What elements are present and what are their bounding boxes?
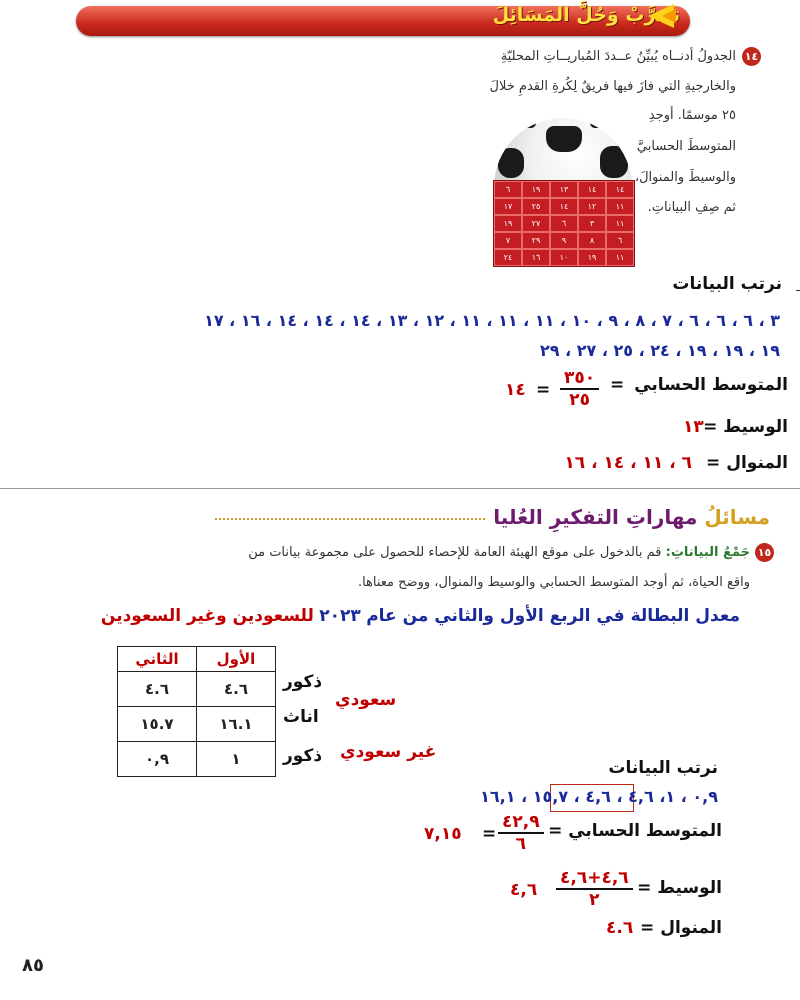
grid-cell: ١٤ [550,198,578,215]
table-header-second: الثاني [118,647,197,672]
mean-result-15: ٧,١٥ [424,824,462,844]
grid-cell: ١١ [606,198,634,215]
grid-cell: ١٧ [494,198,522,215]
grid-cell: ١٦ [522,249,550,266]
table-cell: ١٥.٧ [118,707,197,742]
grid-cell: ١٢ [578,198,606,215]
problem-14-line-1: الجدولُ أدنــاه يُبيِّنُ عــددَ المُباريــاتِ المحليّةِ [500,49,736,64]
ordered-data-line-2: ١٩ ، ١٩ ، ١٩ ، ٢٤ ، ٢٥ ، ٢٧ ، ٢٩ [539,341,780,360]
hots-title-rest: مهاراتِ التفكيرِ العُليا [493,505,698,529]
grid-cell: ٢٥ [522,198,550,215]
table-row [118,742,276,777]
median-result: ١٣ [683,417,704,437]
mean-equals-15: = [482,824,497,844]
problem-15-line-2: واقع الحياة، ثم أوجد المتوسط الحسابي والوسيط والمنوال، ووضح معناها. [357,575,750,590]
table-cell: ٤.٦ [118,672,197,707]
grid-cell: ١٣ [550,181,578,198]
mean-denominator: ٢٥ [569,390,590,410]
table-row [118,672,276,707]
grid-cell: ٣ [578,215,606,232]
table-cell: ٠,٩ [118,742,197,777]
grid-cell: ١٩ [522,181,550,198]
grid-cell: ٢٤ [494,249,522,266]
ordered-data-15: ٠,٩ ، ١، ٤,٦ ، ٤,٦ ، ١٥,٧ ، ١٦,١ [480,787,718,806]
banner-title: تـدرَّبْ وَحُلَّ المَسَائِلَ [492,4,680,26]
mean-equals-2: = [536,380,551,400]
grid-cell: ١٠ [550,249,578,266]
page-number: ٨٥ [22,955,44,976]
mode-result-15: ٤.٦ [606,918,634,938]
grid-cell: ٩ [550,232,578,249]
problem-14-line-6: ثم صِفِ البياناتِ. [647,200,736,215]
median-numerator-15: ٤,٦+٤,٦ [556,868,633,890]
grid-cell: ١١ [606,249,634,266]
problem-15-number: ١٥ [755,543,774,562]
unemployment-title-a: معدل البطالة في الربع الأول والثاني من عام [366,606,740,626]
mean-equals: = [610,375,625,395]
table-cell: ٤.٦ [197,672,276,707]
unemployment-title-b: للسعودين وغير السعودين [100,606,314,626]
hots-title [493,505,770,529]
unemployment-table [117,646,276,777]
median-fraction-15 [556,868,633,910]
problem-14-number: ١٤ [742,47,761,66]
mean-label: المتوسط الحسابي [634,375,788,395]
median-denominator-15: ٢ [589,890,600,910]
grid-cell: ٨ [578,232,606,249]
unemployment-title-year: ٢٠٢٣ [319,606,361,626]
grid-cell: ٧ [494,232,522,249]
problem-14-line-5: والوسيطَ والمنوالَ، [634,170,736,185]
problem-14-line-3: ٢٥ موسمًا. أوجدِ [648,108,736,123]
order-data-label: نرتب البيانات [672,274,782,294]
median-label-15: الوسيط = [637,878,722,898]
median-label: الوسيط = [703,417,788,437]
grid-cell: ٢٧ [522,215,550,232]
unemployment-title [101,606,740,626]
grid-cell: ١٤ [606,181,634,198]
non-saudi-males-label: ذكور [283,746,323,766]
mode-label: المنوال = [706,453,788,473]
problem-14-line-2: والخارجيةِ التي فازَ فيها فريقٌ لِكُرةِ القدمِ خلالَ [489,79,736,94]
males-label: ذكور [283,672,323,692]
section-divider [0,488,800,489]
females-label: اناث [283,707,319,727]
table-cell: ١ [197,742,276,777]
saudi-label: سعودي [335,690,397,710]
problem-14-line-4: المتوسطَ الحسابيَّ [636,139,736,154]
grid-cell: ١١ [606,215,634,232]
table-cell: ١٦.١ [197,707,276,742]
grid-cell: ١٤ [578,181,606,198]
table-row [118,707,276,742]
non-saudi-label: غير سعودي [340,742,437,762]
mean-denominator-15: ٦ [515,834,526,854]
mean-fraction-15 [498,812,544,854]
grid-cell: ٦ [550,215,578,232]
grid-cell: ٦ [494,181,522,198]
mean-numerator-15: ٤٢,٩ [498,812,544,834]
median-result-15: ٤,٦ [510,880,538,900]
problem-15-line-1 [248,541,750,565]
mode-label-15: المنوال = [640,918,722,938]
grid-cell: ٢٩ [522,232,550,249]
hots-title-prefix: مسائلُ [704,505,770,529]
mean-label-15: المتوسط الحسابي = [548,821,722,841]
problem-15-text-1: قم بالدخول على موقع الهيئة العامة للإحصاء للحصول على مجموعة بيانات من [248,545,662,560]
order-data-label-15: نرتب البيانات [608,758,718,778]
line-mark [796,290,800,291]
wins-data-grid [493,180,635,267]
grid-cell: ١٩ [494,215,522,232]
problem-15-lead: جَمْعُ البياناتِ: [665,545,750,560]
banner-arrow-inner-icon [662,9,676,23]
mean-fraction [560,368,599,410]
mean-numerator: ٣٥٠ [560,368,599,390]
grid-cell: ١٩ [578,249,606,266]
mode-result: ٦ ، ١١ ، ١٤ ، ١٦ [564,453,692,473]
table-header-row [118,647,276,672]
grid-cell: ٦ [606,232,634,249]
hots-dotted-line [215,518,485,520]
table-header-first: الأول [197,647,276,672]
mean-result: ١٤ [505,380,526,400]
ordered-data-line-1: ٣ ، ٦ ، ٦ ، ٦ ، ٧ ، ٨ ، ٩ ، ١٠ ، ١١ ، ١١ ، ١١ ، ١٢ ، ١٣ ، ١٤ ، ١٤ ، ١٤ ، ١٦ ، ١٧ [204,311,780,330]
